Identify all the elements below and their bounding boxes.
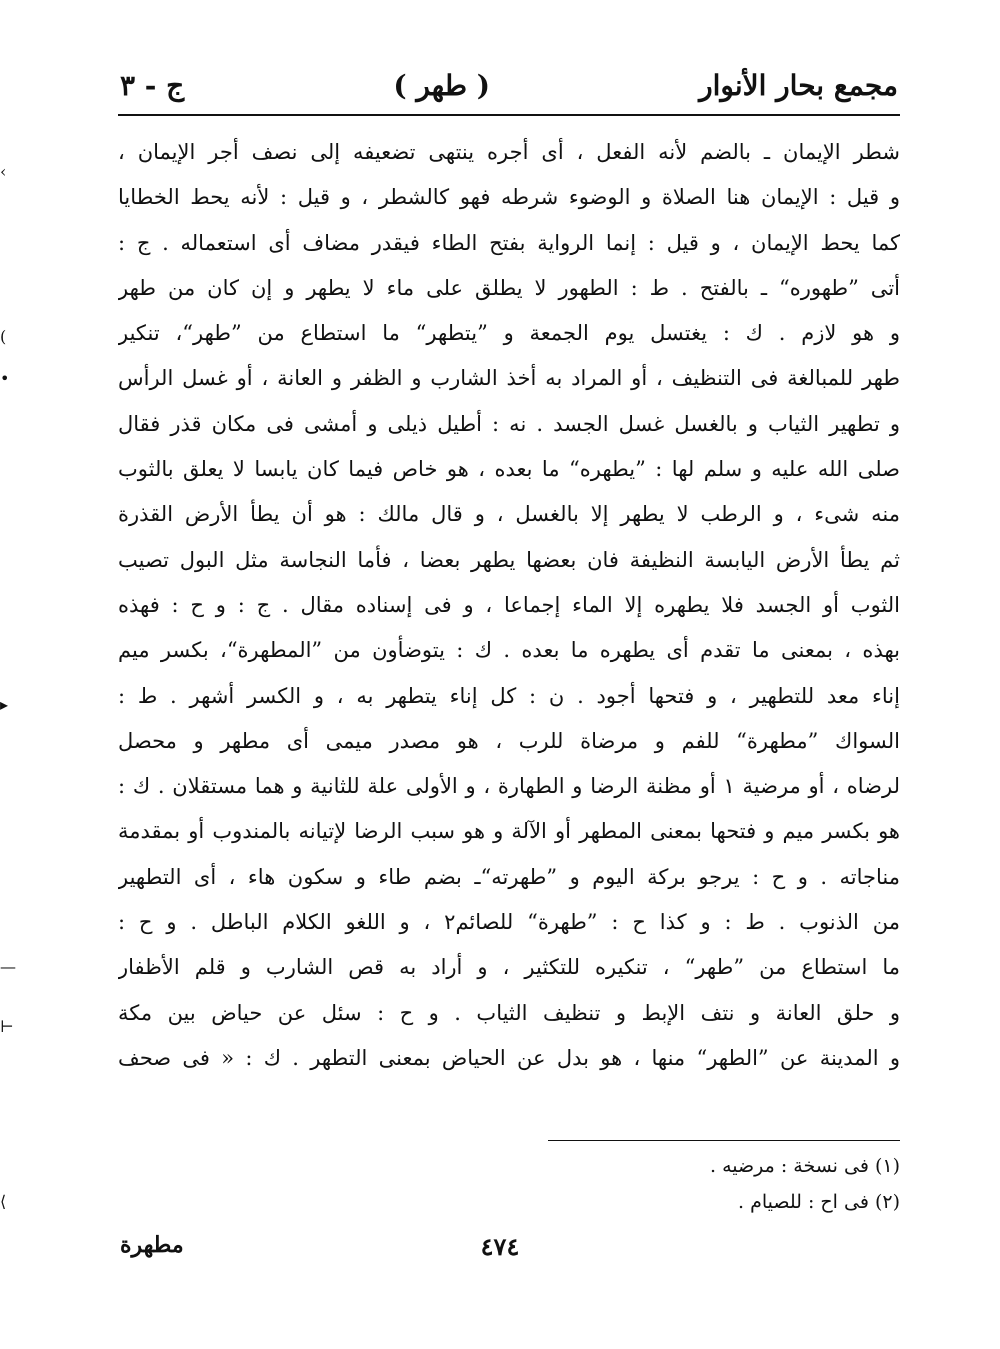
footnote-divider <box>548 1140 900 1141</box>
footnotes <box>500 1148 900 1220</box>
text-line: الثوب أو الجسد فلا يطهره إلا الماء إجماعا ، و فى إسناده مقال . ج : و ح : فهذه <box>118 592 900 617</box>
text-line: مناجاته . و ح : يرجو بركة اليوم و ”طهرته“ـ بضم طاء و سكون هاء ، أى التطهير <box>118 864 900 889</box>
text-line: صلى الله عليه و سلم لها : ”يطهره“ ما بعده ، هو خاص فيما كان يابسا لا يعلق بالثوب <box>118 457 900 482</box>
text-line: بهذه ، بمعنى ما تقدم أى يطهره ما بعده . ك : يتوضأون من ”المطهرة“، بكسر ميم <box>118 638 900 663</box>
footnote: (٢) فى اح : للصيام . <box>738 1191 900 1213</box>
book-title: مجمع بحار الأنوار <box>699 68 898 102</box>
text-line: شطر الإيمان ـ بالضم لأنه الفعل ، أى أجره ينتهى تضعيفه إلى نصف أجر الإيمان ، <box>118 140 900 164</box>
volume-number: ج - ٣ <box>120 68 185 102</box>
page-number: ٤٧٤ <box>480 1232 520 1261</box>
entry-root: ( طهر ) <box>393 68 490 102</box>
running-header <box>120 60 898 110</box>
text-line: لرضاه ، أو مرضية ١ أو مظنة الرضا و الطهارة ، و الأولى علة للثانية و هما مستقلان . ك : <box>118 774 900 799</box>
text-line: السواك ”مطهرة“ للفم و مرضاة للرب ، هو مصدر ميمى أى مطهر و محصل <box>118 728 900 753</box>
text-line: إناء معد للتطهير ، و فتحها أجود . ن : كل إناء يتطهر به ، و الكسر أشهر . ط : <box>118 683 900 708</box>
text-line: ثم يطأ الأرض اليابسة النظيفة فان بعضها يطهر بعضا ، فأما النجاسة مثل البول تصيب <box>118 547 900 572</box>
text-line: و تطهير الثياب و بالغسل غسل الجسد . نه : أطيل ذيلى و أمشى فى مكان قذر فقال <box>118 411 900 436</box>
text-line: طهر للمبالغة فى التنظيف ، أو المراد به أخذ الشارب و الظفر و العانة ، أو غسل الرأس <box>118 366 900 391</box>
text-line: ما استطاع من ”طهر“ ، تنكيره للتكثير ، و أراد به قص الشارب و قلم الأظفار <box>118 955 900 980</box>
scan-edge-mark: — <box>0 957 16 976</box>
text-line: و حلق العانة و نتف الإبط و تنظيف الثياب . و ح : سئل عن حياض بين مكة <box>118 1000 900 1025</box>
text-line: هو بكسر ميم و فتحها بمعنى المطهر أو الآلة و هو سبب الرضا لإتيانه بالمندوب أو بمقدمة <box>118 819 900 844</box>
scan-edge-mark: ▸ <box>0 695 9 714</box>
scan-edge-mark: ( <box>0 327 7 346</box>
text-line: و قيل : الإيمان هنا الصلاة و الوضوء شرطه فهو كالشطر ، و قيل : لأنه يحط الخطايا <box>118 185 900 210</box>
scan-edge-mark: • <box>0 369 10 388</box>
text-line: أتى ”طهوره“ ـ بالفتح . ط : الطهور لا يطلق على ماء لا يطهر و إن كان من طهر <box>118 275 900 300</box>
scan-edge-mark: ⟨ <box>0 1192 7 1211</box>
text-line: كما يحط الإيمان ، و قيل : إنما الرواية بفتح الطاء فيقدر مضاف أى استعماله . ج : <box>118 230 900 255</box>
scan-edge-mark: ⊢ <box>0 1017 14 1036</box>
header-divider <box>118 114 900 116</box>
text-line: و المدينة عن ”الطهر“ منها ، هو بدل عن الحياض بمعنى التطهر . ك : « فى صحف <box>118 1045 900 1070</box>
scan-edge-mark: ‹ <box>0 162 7 181</box>
footnote: (١) فى نسخة : مرضيه . <box>709 1155 900 1177</box>
main-text <box>118 130 900 1081</box>
text-line: من الذنوب . ط : و كذا ح : ”طهرة“ للصائم٢ ، و اللغو الكلام الباطل . و ح : <box>118 910 900 935</box>
text-line: منه شىء ، و الرطب لا يطهر إلا بالغسل ، و قال مالك : هو أن يطأ الأرض القذرة <box>118 502 900 527</box>
text-line: و هو لازم . ك : يغتسل يوم الجمعة و ”يتطهر“ ما استطاع من ”طهر“، تنكير <box>118 321 900 346</box>
catchword: مطهرة <box>120 1232 184 1258</box>
